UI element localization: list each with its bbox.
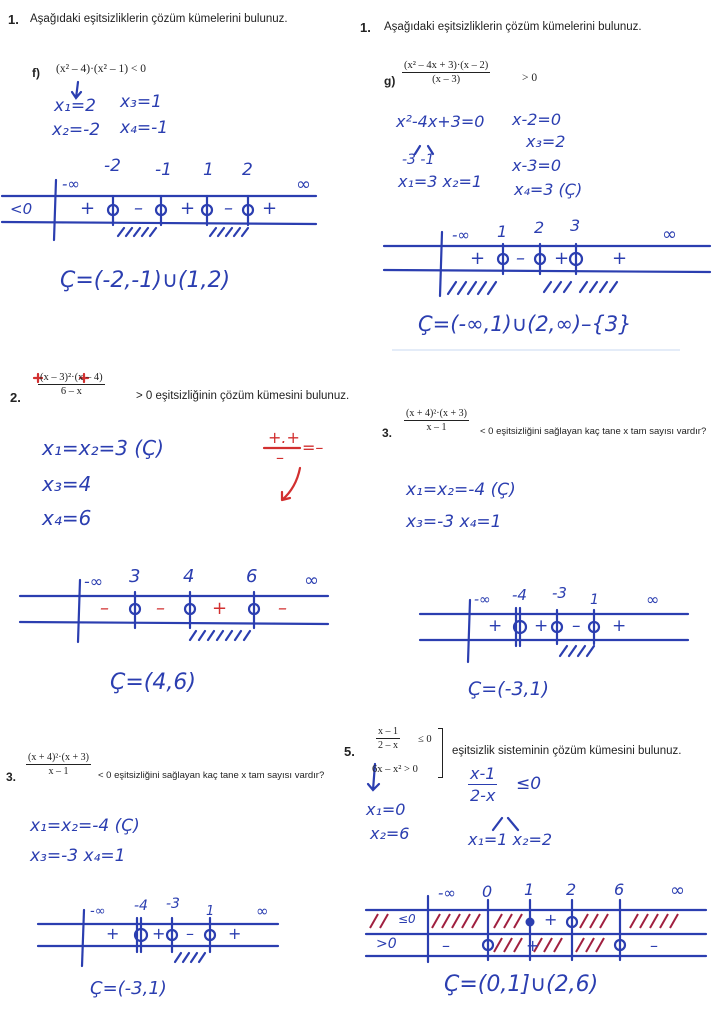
problem-expression: (x² – 4)·(x² – 1) < 0 — [56, 63, 147, 75]
line-label: 6 — [614, 880, 625, 899]
denominator: (x – 3) — [432, 74, 461, 85]
line-label: 2 — [566, 880, 577, 899]
work-fraction — [468, 764, 497, 805]
problem-number: 1. — [360, 20, 371, 35]
denominator: x – 1 — [426, 422, 447, 433]
line-label: 1 — [206, 904, 215, 919]
problem-instruction: Aşağıdaki eşitsizliklerin çözüm kümelerini bulunuz. — [384, 21, 642, 33]
sign: – — [156, 598, 165, 619]
problem-number: 2. — [10, 390, 21, 405]
work-roots: x₁=1 x₂=2 — [468, 830, 553, 849]
sign: + — [106, 924, 120, 943]
work-root: x₁=0 — [366, 800, 406, 819]
work-line: x₃=2 — [526, 132, 566, 151]
line-label: -∞ — [438, 884, 456, 902]
sign: – — [224, 198, 233, 219]
sign: + — [612, 248, 628, 269]
line-label: 6 — [246, 566, 258, 587]
line-label: -∞ — [452, 226, 470, 244]
root: x₁=x₂=-4 (Ç) — [406, 480, 516, 500]
root: x₃=4 — [42, 472, 92, 496]
numerator: (x² – 4x + 3)·(x – 2) — [404, 60, 489, 71]
work-line: x²-4x+3=0 — [396, 112, 485, 131]
sign: – — [572, 616, 581, 636]
sign-note-result: =– — [302, 438, 324, 457]
line-label: -∞ — [90, 904, 106, 919]
root: x₁=x₂=-4 (Ç) — [30, 816, 140, 836]
line-label: 1 — [203, 160, 214, 180]
numerator: x – 1 — [378, 726, 398, 737]
system-ineq1-rel: ≤ 0 — [418, 734, 432, 745]
sign: + — [526, 936, 540, 955]
denominator: 6 – x — [60, 386, 82, 397]
sign: – — [278, 598, 287, 619]
row-label: >0 — [376, 936, 397, 952]
line-label: -∞ — [84, 572, 104, 591]
sign: + — [180, 198, 196, 219]
sign: + — [554, 248, 570, 269]
answer: Ç=(-2,-1)∪(1,2) — [60, 268, 231, 293]
sign: – — [100, 598, 109, 619]
problem-instruction: Aşağıdaki eşitsizliklerin çözüm kümelerini bulunuz. — [30, 13, 288, 25]
line-label: ∞ — [670, 880, 685, 901]
problem-fraction — [404, 408, 469, 433]
system-text: eşitsizlik sisteminin çözüm kümesini bulunuz. — [452, 745, 682, 757]
line-label: -3 — [166, 896, 180, 912]
sign: + — [470, 248, 486, 269]
work-line: x₄=3 (Ç) — [514, 180, 583, 199]
line-label: ∞ — [646, 590, 660, 609]
sign: – — [516, 248, 525, 269]
root-x3: x₃=1 — [120, 92, 162, 112]
sign: + — [80, 198, 96, 219]
line-label: -4 — [512, 586, 527, 604]
numerator: x-1 — [470, 764, 496, 783]
problem-label: f) — [32, 66, 40, 80]
relation: < 0 eşitsizliğini sağlayan kaç tane x tam sayısı vardır? — [98, 770, 325, 781]
root-x1: x₁=2 — [54, 96, 96, 116]
line-label: 2 — [242, 160, 253, 180]
line-label: 2 — [534, 218, 545, 237]
sign: – — [650, 936, 658, 955]
problem-number: 3. — [6, 770, 17, 784]
root: x₄=6 — [42, 506, 92, 530]
work-line: -3 -1 — [402, 152, 435, 168]
root: x₃=-3 x₄=1 — [30, 846, 126, 866]
line-label: -1 — [155, 160, 172, 180]
denominator: 2-x — [470, 786, 496, 805]
numerator: (x – 3)²·(x – 4) — [40, 372, 103, 383]
sign: + — [212, 598, 228, 619]
problem-fraction — [26, 752, 91, 777]
numerator: (x + 4)²·(x + 3) — [28, 752, 89, 763]
root-x2: x₂=-2 — [52, 120, 101, 140]
line-label: 1 — [497, 222, 508, 241]
relation: > 0 — [522, 72, 538, 84]
sign-note-top: +.+ — [268, 428, 300, 447]
sign: + — [534, 616, 549, 636]
sign: + — [262, 198, 278, 219]
relation: < 0 eşitsizliğini sağlayan kaç tane x tam sayısı vardır? — [480, 426, 707, 437]
sign: + — [228, 924, 242, 943]
line-label: 3 — [129, 566, 141, 587]
sign-note-bottom: – — [276, 448, 284, 467]
line-label: 3 — [570, 216, 581, 235]
problem-label: g) — [384, 74, 396, 88]
work-root: x₂=6 — [370, 824, 410, 843]
sign: – — [186, 924, 194, 943]
line-label: ∞ — [256, 902, 269, 920]
line-label: -∞ — [474, 592, 491, 608]
root: x₃=-3 x₄=1 — [406, 512, 502, 532]
line-label: ∞ — [304, 570, 319, 591]
line-label: 4 — [183, 566, 195, 587]
work-rel: ≤0 — [516, 774, 542, 794]
sign: + — [544, 910, 558, 929]
work-line: x₁=3 x₂=1 — [398, 172, 483, 191]
root: x₁=x₂=3 (Ç) — [42, 436, 164, 460]
problem-fraction — [38, 372, 105, 397]
sign: – — [442, 936, 450, 955]
line-label: -3 — [552, 584, 567, 602]
answer: Ç=(-3,1) — [90, 978, 167, 999]
numerator: (x + 4)²·(x + 3) — [406, 408, 467, 419]
work-line: x-3=0 — [512, 156, 562, 175]
line-label: ∞ — [662, 224, 677, 245]
answer: Ç=(-∞,1)∪(2,∞)–{3} — [418, 312, 632, 336]
sign-prefix: <0 — [10, 200, 33, 218]
problem-number: 5. — [344, 744, 355, 759]
answer: Ç=(4,6) — [110, 670, 196, 695]
sign: + — [488, 616, 503, 636]
line-label: 1 — [590, 592, 599, 608]
line-label: -4 — [134, 898, 148, 914]
problem-number: 1. — [8, 12, 19, 27]
row-label: ≤0 — [398, 912, 416, 926]
denominator: x – 1 — [48, 766, 69, 777]
answer: Ç=(-3,1) — [468, 678, 550, 700]
root-x4: x₄=-1 — [120, 118, 169, 138]
answer: Ç=(0,1]∪(2,6) — [444, 972, 599, 997]
line-label: -∞ — [62, 175, 80, 193]
system-brace — [438, 728, 443, 778]
problem-number: 3. — [382, 426, 393, 440]
line-label: ∞ — [296, 174, 311, 195]
relation: > 0 eşitsizliğinin çözüm kümesini bulunuz. — [136, 390, 350, 402]
line-label: -2 — [104, 156, 121, 176]
line-label: 1 — [524, 880, 535, 899]
sign: + — [612, 616, 627, 636]
line-label: 0 — [482, 882, 493, 901]
work-line: x-2=0 — [512, 110, 562, 129]
sign: – — [134, 198, 143, 219]
sign: + — [152, 924, 166, 943]
problem-fraction — [402, 60, 490, 85]
denominator: 2 – x — [378, 740, 398, 751]
system-ineq1-fraction — [376, 726, 400, 751]
system-ineq2: 6x – x² > 0 — [372, 764, 418, 775]
